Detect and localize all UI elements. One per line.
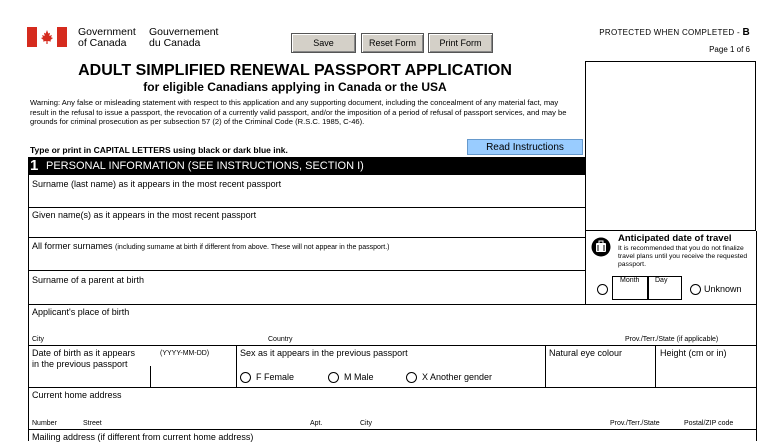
gov-en-line1: Government (78, 26, 136, 38)
form-title: ADULT SIMPLIFIED RENEWAL PASSPORT APPLICATION (78, 62, 512, 79)
divider (545, 345, 546, 387)
print-form-button[interactable]: Print Form (428, 33, 493, 53)
travel-date-radio[interactable] (597, 284, 608, 295)
prov-state-label: Prov./Terr./State (if applicable) (625, 336, 719, 343)
travel-note: It is recommended that you do not finalize travel plans until you receive the requested passport. (618, 245, 748, 268)
reset-form-button[interactable]: Reset Form (361, 33, 424, 53)
gov-fr-line1: Gouvernement (149, 26, 219, 38)
divider (28, 270, 585, 271)
city-label: City (32, 336, 45, 343)
travel-date-title: Anticipated date of travel (618, 233, 732, 244)
section-number: 1 (30, 157, 39, 174)
former-surnames-text: All former surnames (32, 241, 113, 251)
address-prov-label: Prov./Terr./State (610, 420, 660, 427)
form-left-border (28, 175, 29, 441)
divider (655, 345, 656, 387)
travel-unknown-label: Unknown (704, 284, 742, 294)
section-title: PERSONAL INFORMATION (SEE INSTRUCTIONS, SECTION I) (46, 160, 364, 172)
section-1-header (28, 157, 585, 175)
dob-format: (YYYY-MM-DD) (160, 350, 210, 357)
address-postal-label: Postal/ZIP code (684, 420, 734, 427)
mailing-address-label: Mailing address (if different from current home address) (32, 432, 254, 442)
divider (28, 237, 585, 238)
protected-text: PROTECTED WHEN COMPLETED - (599, 28, 740, 37)
read-instructions-button[interactable]: Read Instructions (467, 139, 583, 155)
ink-instruction: Type or print in CAPITAL LETTERS using black or dark blue ink. (30, 145, 288, 155)
sex-female-label: F Female (256, 372, 295, 382)
travel-unknown-radio[interactable] (690, 284, 701, 295)
address-city-label: City (360, 420, 373, 427)
height-label: Height (cm or in) (660, 348, 727, 358)
travel-month-input[interactable] (612, 276, 648, 300)
surname-label: Surname (last name) as it appears in the most recent passport (32, 179, 282, 189)
canada-flag-icon (27, 27, 67, 47)
parent-surname-label: Surname of a parent at birth (32, 275, 145, 285)
travel-day-label: Day (655, 277, 668, 284)
travel-day-input[interactable] (648, 276, 682, 300)
address-apt-label: Apt. (310, 420, 323, 427)
divider (28, 387, 756, 388)
divider (236, 345, 237, 387)
protected-label (599, 27, 750, 38)
government-of-canada-fr (149, 27, 218, 49)
government-of-canada-en (78, 27, 136, 49)
travel-icon (591, 237, 611, 257)
sex-female-radio[interactable] (240, 372, 251, 383)
divider (28, 429, 756, 430)
sex-label: Sex as it appears in the previous passport (240, 348, 408, 358)
former-surnames-note: (including surname at birth if different from above. These will not appear in the passport.) (115, 244, 390, 251)
sex-male-label: M Male (344, 372, 374, 382)
form-subtitle: for eligible Canadians applying in Canada or the USA (143, 80, 447, 94)
given-names-label: Given name(s) as it appears in the most recent passport (32, 210, 257, 220)
save-button[interactable]: Save (291, 33, 356, 53)
gov-en-line2: of Canada (78, 37, 127, 49)
divider (585, 231, 586, 304)
birthplace-label: Applicant's place of birth (32, 307, 130, 317)
divider (150, 366, 151, 387)
sex-another-radio[interactable] (406, 372, 417, 383)
divider (28, 345, 756, 346)
address-street-label: Street (83, 420, 102, 427)
address-number-label: Number (32, 420, 57, 427)
divider (28, 207, 585, 208)
form-right-border (756, 231, 757, 441)
protected-letter: B (742, 27, 750, 38)
eye-colour-label: Natural eye colour (549, 348, 623, 358)
page-number: Page 1 of 6 (709, 45, 750, 54)
travel-month-label: Month (620, 277, 640, 284)
warning-text: Warning: Any false or misleading statement with respect to this application and any supporting document, including the concealment of any material fact, may result in the refusal to issue a passport, the revocation of a currently valid passport, and/or the imposition of a period of refusal of passport services, and may be grounds for criminal prosecution as per subsection 57 (2) of the Criminal Code (R.S.C. 1985, C-46). (30, 98, 567, 126)
country-label: Country (268, 336, 293, 343)
home-address-label: Current home address (32, 390, 122, 400)
photo-box (585, 61, 756, 231)
gov-fr-line2: du Canada (149, 37, 201, 49)
former-surnames-label (32, 241, 390, 251)
dob-label: Date of birth as it appears in the previous passport (32, 348, 136, 369)
sex-another-label: X Another gender (422, 372, 493, 382)
sex-male-radio[interactable] (328, 372, 339, 383)
divider (28, 304, 756, 305)
